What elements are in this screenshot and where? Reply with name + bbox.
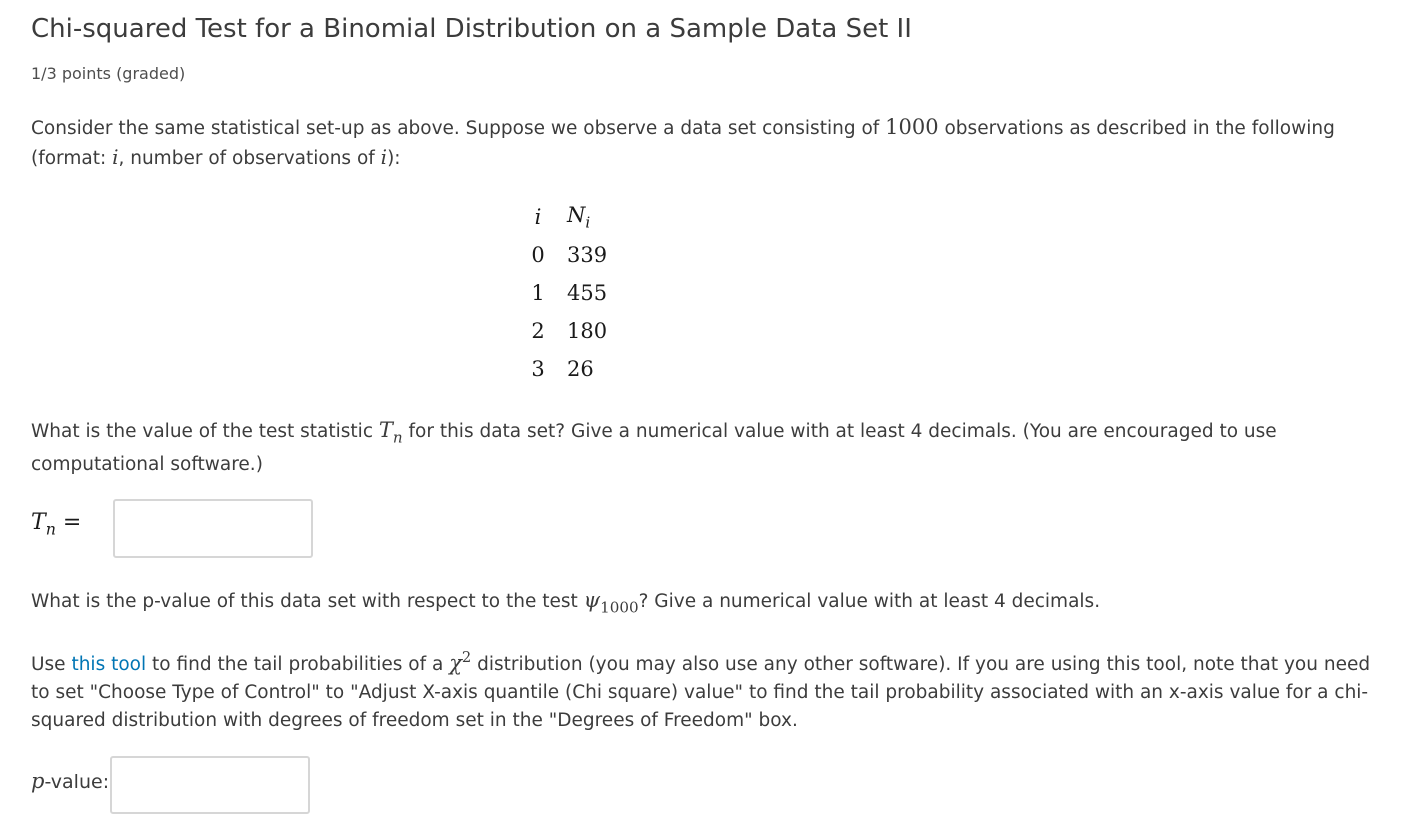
table-row [527, 274, 607, 312]
question-1-paragraph [31, 416, 1381, 479]
p-value-label-rest: -value: [44, 771, 110, 793]
question-2-text-2: ? Give a numerical value with at least 4 decimals. [638, 591, 1101, 612]
question-1-text-2: for this data set? Give a numerical value with at least 4 decimals. (You are encouraged to use [402, 421, 1277, 442]
tool-note-text-1: Use [31, 654, 72, 676]
tn-label-base: T [31, 510, 46, 535]
table-row [527, 236, 607, 274]
question-1-text-3: computational software.) [31, 454, 263, 476]
question-1-var-t [378, 418, 403, 447]
question-2-var-psi-base: ψ [583, 588, 601, 612]
intro-text-4: , number of observations of [118, 148, 381, 169]
tool-note-var-chi-base: χ [449, 651, 462, 676]
p-value-answer-input[interactable] [110, 756, 310, 814]
row-i-value: 0 [531, 243, 545, 267]
p-value-label [31, 769, 109, 793]
intro-num-obs: 1000 [885, 115, 939, 139]
question-2-paragraph [31, 586, 1381, 621]
header-n-base: N [567, 202, 586, 227]
row-n-value: 26 [567, 357, 594, 381]
header-n [561, 198, 607, 236]
tool-note-text-3: distribution (you may also use any other software). If you are using this tool, note that you need [471, 654, 1371, 676]
p-value-label-p: p [31, 769, 45, 793]
table-row [527, 312, 607, 350]
row-n-value: 455 [567, 281, 608, 305]
row-n-value: 180 [567, 319, 608, 343]
intro-text-2: observations as described in the following [938, 118, 1335, 139]
intro-text-5: ): [387, 148, 401, 169]
tn-label [31, 510, 81, 539]
observations-table [527, 198, 607, 388]
problem-title: Chi-squared Test for a Binomial Distribution on a Sample Data Set II [31, 14, 912, 44]
tool-note-text-5: squared distribution with degrees of freedom set in the "Degrees of Freedom" box. [31, 710, 798, 732]
tool-note-text-2: to find the tail probabilities of a [146, 654, 450, 676]
intro-text-1: Consider the same statistical set-up as above. Suppose we observe a data set consisting of [31, 118, 886, 139]
row-n-value: 339 [567, 243, 608, 267]
intro-paragraph [31, 113, 1381, 173]
table-header-row [527, 198, 607, 236]
question-2-var-psi [583, 588, 639, 617]
tool-note-paragraph [31, 644, 1376, 735]
question-2-text-1: What is the p-value of this data set with respect to the test [31, 591, 584, 612]
tool-note-text-4: to set "Choose Type of Control" to "Adjust X-axis quantile (Chi square) value" to find the tail probability associated with an x-axis value for a chi- [31, 682, 1369, 704]
header-i: i [534, 205, 542, 229]
header-n-sub: i [585, 213, 591, 232]
row-i-value: 3 [531, 357, 545, 381]
intro-text-3: (format: [31, 148, 113, 169]
intro-var-i-2: i [380, 145, 388, 169]
question-1-var-t-sub: n [392, 428, 403, 447]
row-i-value: 2 [531, 319, 545, 343]
tn-label-sub: n [45, 519, 56, 539]
tool-note-var-chi [449, 651, 471, 675]
tn-label-equals: = [55, 510, 82, 535]
table-row [527, 350, 607, 388]
points-status: 1/3 points (graded) [31, 64, 186, 83]
this-tool-link[interactable]: this tool [71, 654, 147, 676]
question-1-text-1: What is the value of the test statistic [31, 421, 379, 442]
question-1-var-t-base: T [378, 418, 393, 442]
row-i-value: 1 [531, 281, 545, 305]
tool-note-var-chi-sup: 2 [461, 649, 472, 666]
intro-var-i: i [112, 145, 119, 169]
tn-answer-input[interactable] [113, 499, 313, 558]
question-2-var-psi-sub: 1000 [600, 598, 639, 617]
